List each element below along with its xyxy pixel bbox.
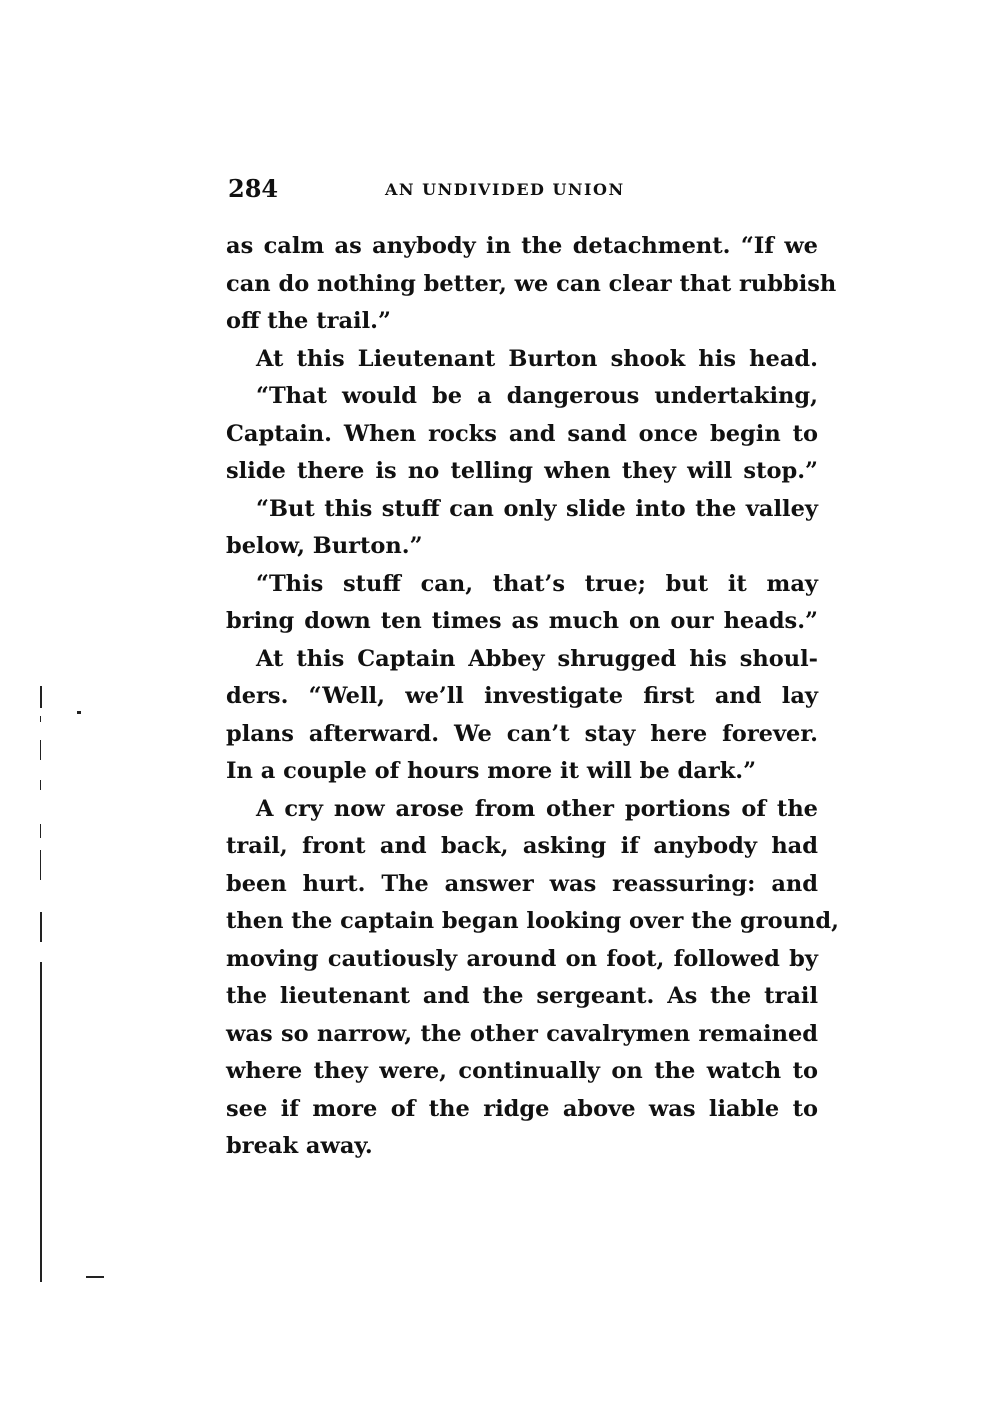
- text-line: “That would be a dangerous undertaking,: [256, 383, 818, 409]
- text-line: In a couple of hours more it will be dark.”: [226, 758, 757, 784]
- text-line: At this Captain Abbey shrugged his shoul-: [256, 645, 818, 672]
- scan-artifact: [40, 716, 41, 722]
- text-line: below, Burton.”: [226, 533, 423, 559]
- scan-artifact: [40, 912, 42, 942]
- text-line: “This stuff can, that’s true; but it may: [256, 570, 818, 597]
- scan-artifact: [86, 1276, 104, 1278]
- text-line: moving cautiously around on foot, followed by: [226, 945, 818, 972]
- page-header: [228, 174, 828, 208]
- text-line: ders. “Well, we’ll investigate first and lay: [226, 683, 818, 709]
- text-line: Captain. When rocks and sand once begin to: [226, 420, 818, 447]
- text-line: A cry now arose from other portions of the: [256, 795, 818, 822]
- scan-artifact: [40, 962, 42, 1282]
- scan-artifact: [40, 824, 41, 838]
- text-line: slide there is no telling when they will stop.”: [226, 458, 818, 484]
- running-title: AN UNDIVIDED UNION: [385, 180, 625, 199]
- text-line: can do nothing better, we can clear that rubbish: [226, 270, 837, 297]
- scan-artifact: [77, 711, 81, 714]
- text-line: At this Lieutenant Burton shook his head.: [256, 345, 818, 372]
- scan-artifact: [40, 850, 41, 880]
- text-line: break away.: [226, 1133, 373, 1159]
- text-line: off the trail.”: [226, 308, 391, 334]
- text-line: trail, front and back, asking if anybody had: [226, 833, 818, 859]
- page-number: 284: [228, 174, 279, 203]
- text-line: bring down ten times as much on our heads.”: [226, 608, 818, 634]
- text-line: as calm as anybody in the detachment. “If we: [226, 233, 818, 259]
- scan-artifact: [40, 780, 41, 790]
- scan-artifact: [40, 740, 41, 760]
- body-text: [226, 228, 839, 1166]
- text-line: “But this stuff can only slide into the valley: [256, 495, 818, 522]
- text-line: been hurt. The answer was reassuring: and: [226, 870, 818, 897]
- text-line: see if more of the ridge above was liable to: [226, 1095, 818, 1122]
- text-line: where they were, continually on the watch to: [226, 1058, 818, 1084]
- text-line: the lieutenant and the sergeant. As the trail: [226, 983, 818, 1009]
- text-line: then the captain began looking over the ground,: [226, 908, 839, 934]
- scan-artifact: [40, 686, 42, 708]
- text-line: was so narrow, the other cavalrymen remained: [226, 1020, 818, 1047]
- text-line: plans afterward. We can’t stay here forever.: [226, 720, 818, 747]
